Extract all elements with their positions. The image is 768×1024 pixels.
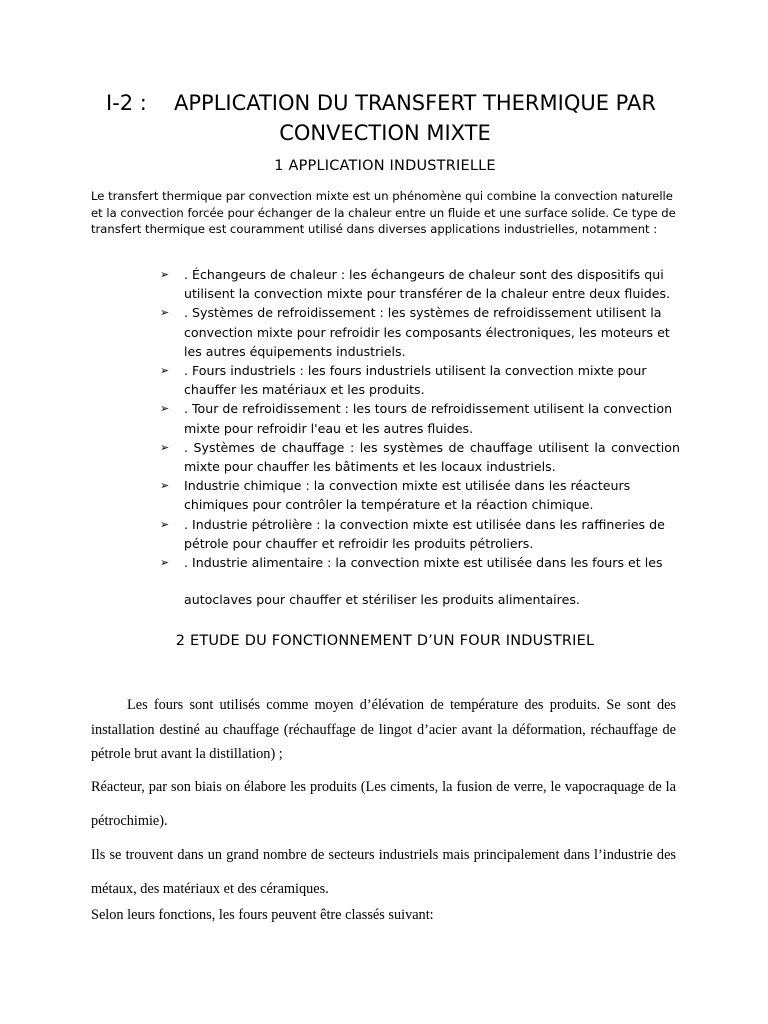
arrow-bullet-icon: ➢ [160,402,170,416]
list-item [160,265,680,303]
title-number: I-2 : [106,91,147,115]
list-item [160,303,680,361]
list-item [160,361,680,399]
list-item [160,515,680,553]
title-line-1: APPLICATION DU TRANSFERT THERMIQUE PAR [174,91,656,115]
paragraph-4: Selon leurs fonctions, les fours peuvent être classés suivant: [91,907,434,923]
paragraph-1: Les fours sont utilisés comme moyen d’élévation de température des produits. Se sont des installation destiné au chauffage (réchauffage de lingot d’acier avant la déformation, réchauffage de pétrole brut avant la distillation) ; [91,697,676,762]
list-item [160,476,680,514]
paragraph-3: Ils se trouvent dans un grand nombre de secteurs industriels mais principalement dans l’industrie des métaux, des matériaux et des céramiques. [91,847,676,897]
section-1-heading: 1 APPLICATION INDUSTRIELLE [274,158,496,174]
list-item-text: Industrie chimique : la convection mixte est utilisée dans les réacteurs chimiques pour contrôler la température et la réaction chimique. [184,478,631,513]
arrow-bullet-icon: ➢ [160,517,170,531]
arrow-bullet-icon: ➢ [160,556,170,570]
list-item [160,553,680,572]
list-item [160,438,680,476]
list-continuation: autoclaves pour chauffer et stériliser les produits alimentaires. [184,592,580,607]
arrow-bullet-icon: ➢ [160,364,170,378]
list-item-text: . Fours industriels : les fours industriels utilisent la convection mixte pour chauffer les matériaux et les produits. [184,363,647,398]
list-item-text: . Échangeurs de chaleur : les échangeurs de chaleur sont des dispositifs qui utilisent la convection mixte pour transférer de la chaleur entre deux fluides. [184,267,671,302]
title-line-2: CONVECTION MIXTE [279,121,491,145]
arrow-bullet-icon: ➢ [160,440,170,454]
paragraph-2: Réacteur, par son biais on élabore les produits (Les ciments, la fusion de verre, le vapocraquage de la pétrochimie). [91,779,676,829]
application-list [160,265,680,572]
list-item-text: . Systèmes de refroidissement : les systèmes de refroidissement utilisent la convection mixte pour refroidir les composants électroniques, les moteurs et les autres équipements industriels. [184,305,670,359]
list-item-text: . Tour de refroidissement : les tours de refroidissement utilisent la convection mixte pour refroidir l'eau et les autres fluides. [184,401,673,436]
list-item [160,399,680,437]
arrow-bullet-icon: ➢ [160,479,170,493]
list-item-text: . Systèmes de chauffage : les systèmes de chauffage utilisent la convection mixte pour chauffer les bâtiments et les locaux industriels. [184,439,680,475]
list-item-text: . Industrie pétrolière : la convection mixte est utilisée dans les raffineries de pétrole pour chauffer et refroidir les produits pétroliers. [184,516,665,551]
arrow-bullet-icon: ➢ [160,306,170,320]
section-2-heading: 2 ETUDE DU FONCTIONNEMENT D’UN FOUR INDUSTRIEL [175,633,595,649]
arrow-bullet-icon: ➢ [160,268,170,281]
list-item-text: . Industrie alimentaire : la convection mixte est utilisée dans les fours et les [184,555,663,571]
section-1-intro: Le transfert thermique par convection mixte est un phénomène qui combine la convection naturelle et la convection forcée pour échanger de la chaleur entre un fluide et une surface solide. Ce type de transfert thermique est couramment utilisé dans diverses applications industrielles, notamment : [91,189,676,236]
